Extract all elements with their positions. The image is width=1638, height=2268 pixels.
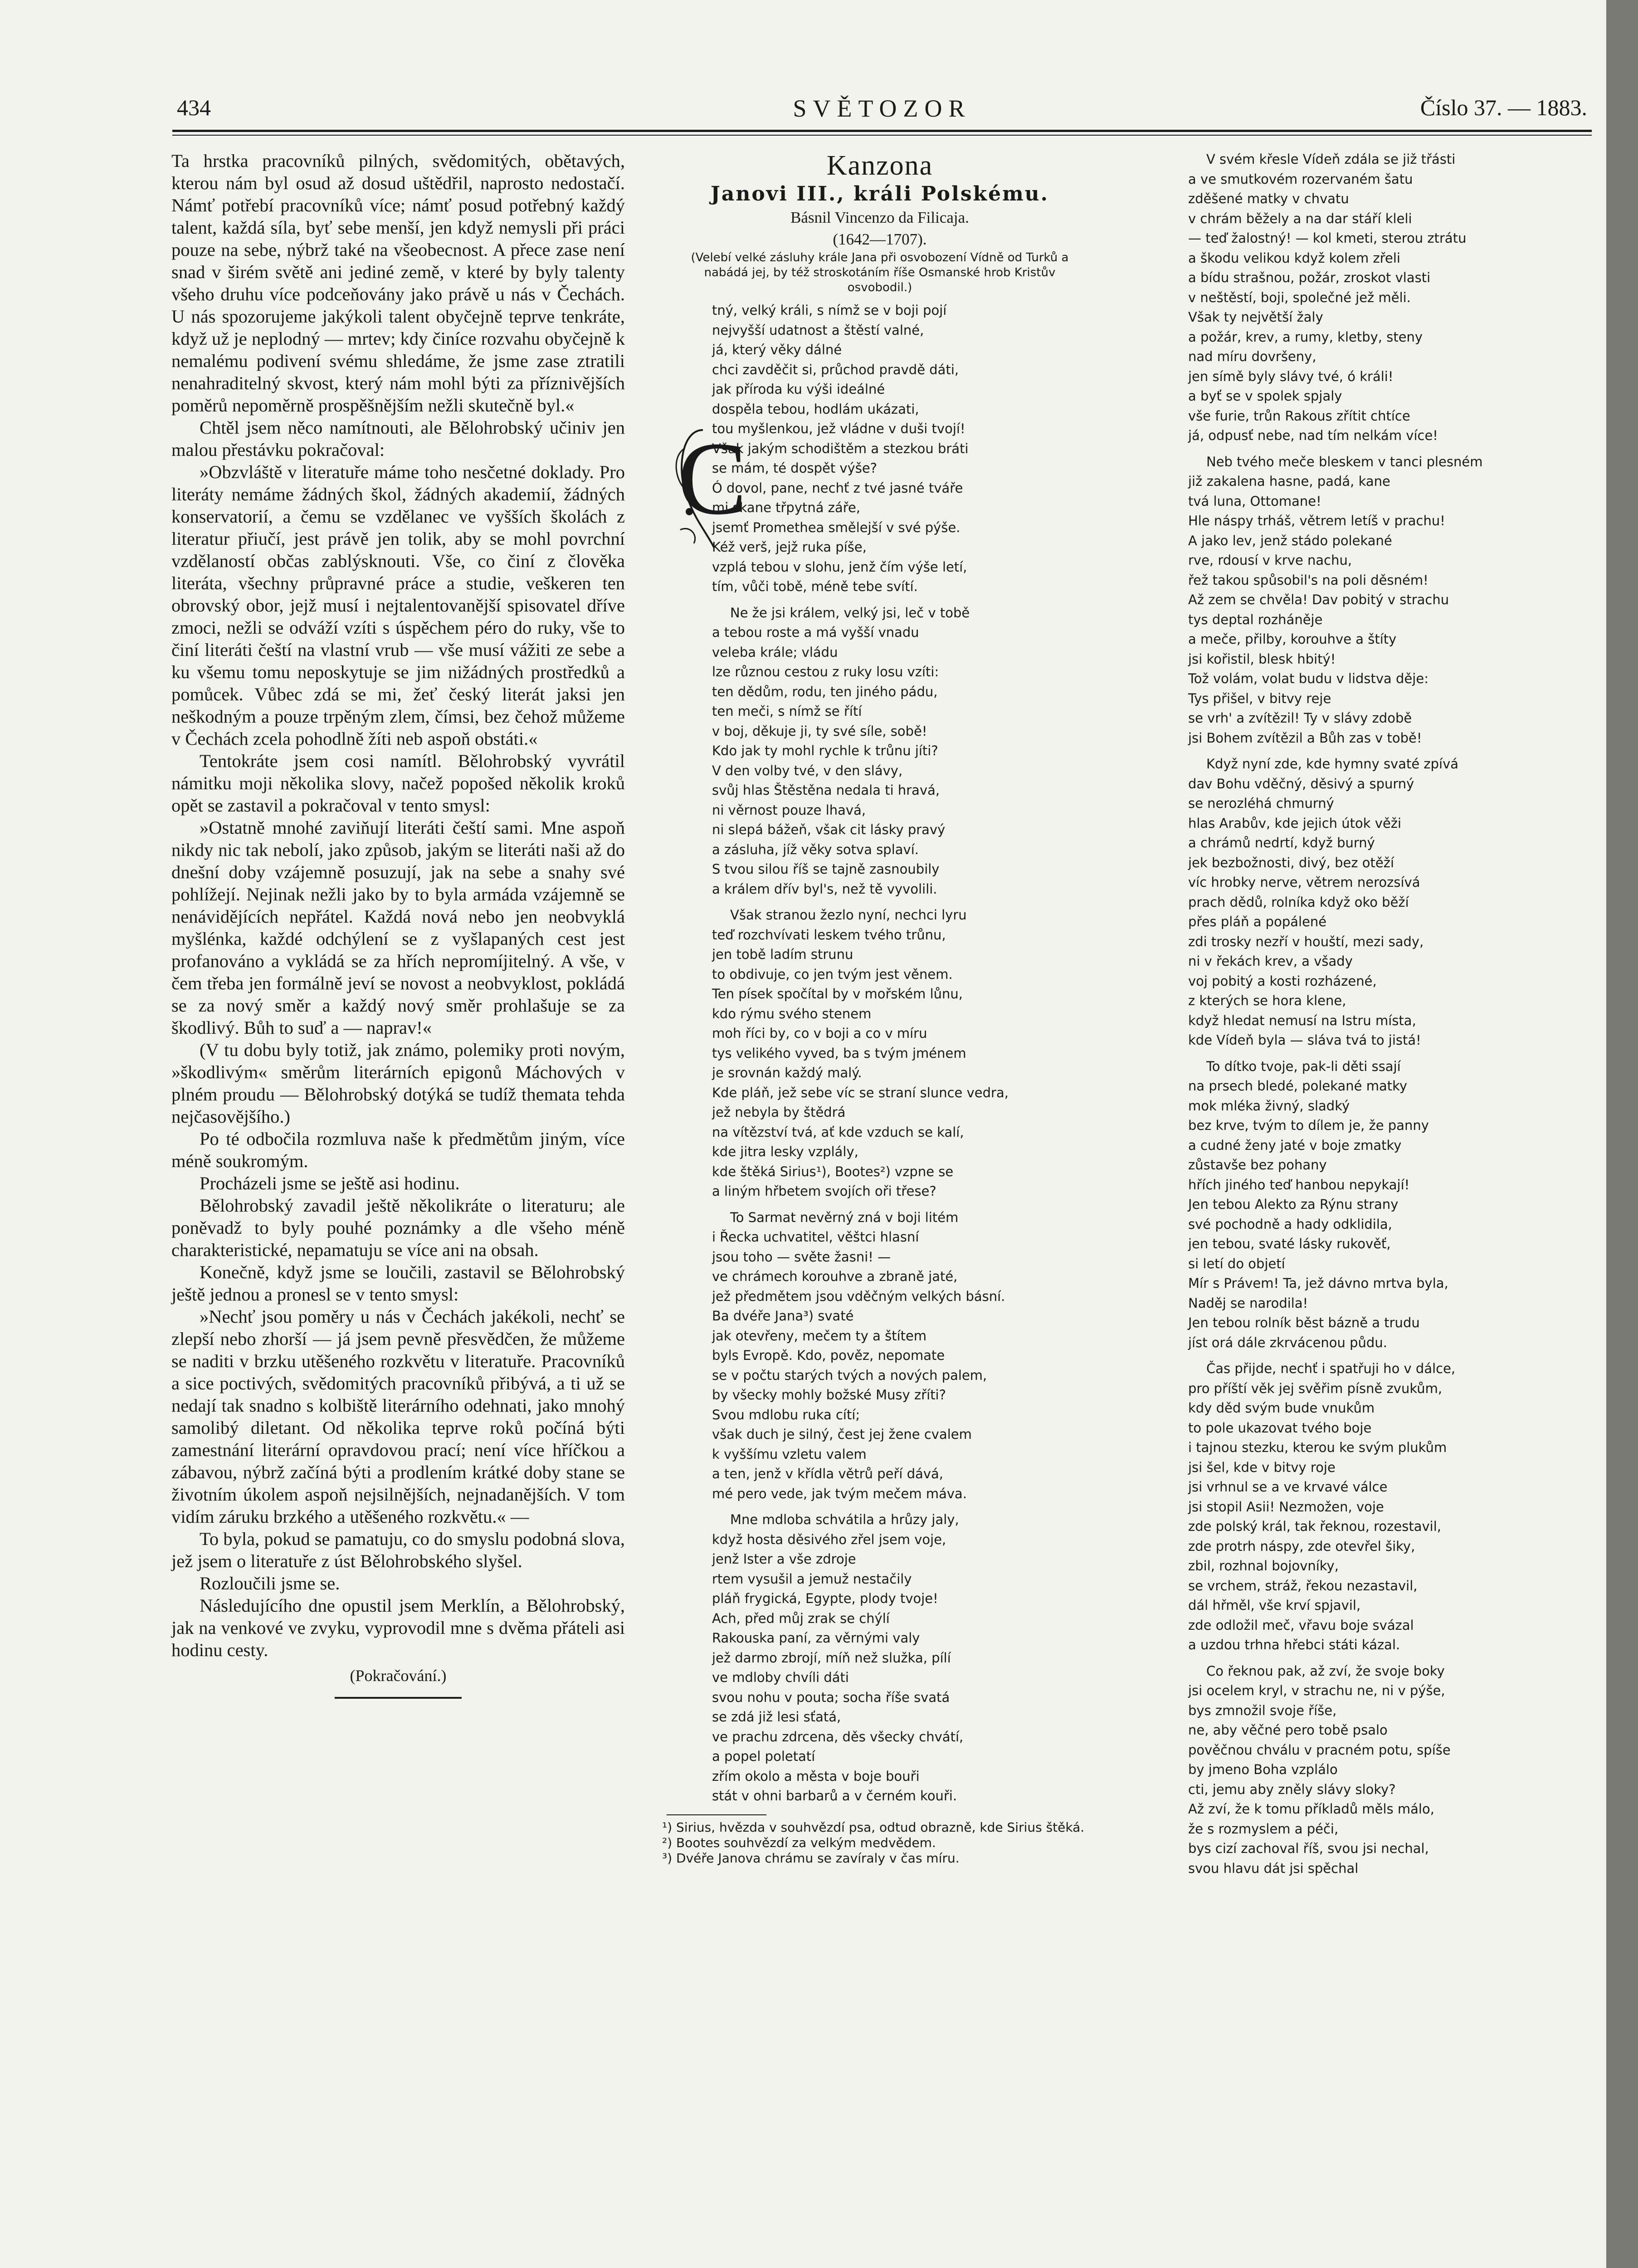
- poem-column-left: [648, 150, 1111, 1866]
- poem-line: já, odpusť nebe, nad tím nelkám více!: [1188, 428, 1438, 443]
- poem-line: zřím okolo a města v boje bouři: [712, 1768, 920, 1784]
- poem-line: Kde pláň, jež sebe víc se straní slunce vedra,: [712, 1085, 1009, 1100]
- poem-line: na prsech bledé, polekané matky: [1188, 1078, 1408, 1094]
- poem-line: jek bezbožnosti, divý, bez otěží: [1188, 855, 1394, 870]
- poem-line: to obdivuje, co jen tvým jest věnem.: [712, 966, 953, 982]
- poem-line: pověčnou chválu v pracném potu, spíše: [1188, 1742, 1451, 1758]
- poem-stanza: [1188, 452, 1596, 748]
- poem-stanza: [648, 905, 1111, 1202]
- poem-line: jež předmětem jsou vděčným velkých básní.: [712, 1288, 1005, 1304]
- article-paragraph: Ta hrstka pracovníků pilných, svědomitých, obětavých, kterou nám byl osud až dosud uštědřil, naprosto nedostačí. Námť potřebí pracovníků více; námť posud potřebný každý talent, každá síla, byť sebe menší, jen když nemysli při práci pouze na sebe, nýbrž také na všeobecnost. A přece zase není snad v širém světě ani jediné země, v které by byly talenty všeho druhu více podceňovány jako právě u nás v Čechách. U nás spozorujeme jakýkoli talent obyčejně teprve tenkráte, když už je neplodný — mrtev; kdy činíce rozvahu obyčejně k nemalému podivení svému shledáme, že jsme zase ztratili nenahraditelný skvost, který nám mohl býti za příznivějších poměrů nepoměrně prospěšnějším nežli skutečně byl.«: [171, 151, 625, 415]
- poem-line: bys zmnožil svoje říše,: [1188, 1702, 1337, 1718]
- poem-line: cti, jemu aby zněly slávy sloky?: [1188, 1781, 1396, 1797]
- poem-line: jen tobě ladím strunu: [712, 947, 853, 962]
- poem-line: Však jakým schodištěm a stezkou bráti: [712, 440, 969, 456]
- poem-line: jsemť Promethea smělejší v své pýše.: [712, 519, 960, 535]
- poem-line: Až zví, že k tomu příkladů měls málo,: [1188, 1801, 1434, 1817]
- poem-line: zdi trosky nezří v houští, mezi sady,: [1188, 934, 1424, 949]
- poem-line: V svém křesle Vídeň zdála se již třásti: [1206, 152, 1456, 167]
- header-rule: [172, 130, 1592, 132]
- poem-line: a chrámů nedrtí, když burný: [1188, 835, 1375, 850]
- poem-line: nad míru dovršeny,: [1188, 349, 1316, 364]
- poem-line: v chrám běžely a na dar stáří kleli: [1188, 210, 1412, 226]
- poem-line: a škodu velikou když kolem zřeli: [1188, 250, 1400, 266]
- poem-line: a ve smutkovém rozervaném šatu: [1188, 171, 1413, 187]
- poem-line: teď rozchvívati leskem tvého trůnu,: [712, 927, 946, 943]
- poem-line: jen símě byly slávy tvé, ó králi!: [1188, 368, 1394, 384]
- poem-stanza: [648, 603, 1111, 899]
- poem-line: zbil, rozhnal bojovníky,: [1188, 1558, 1339, 1574]
- poem-title: Kanzona: [826, 150, 933, 181]
- poem-line: již zakalena hasne, padá, kane: [1188, 474, 1390, 489]
- poem-line: jíst orá dále zkrvácenou půdu.: [1188, 1334, 1387, 1350]
- footnote: ³) Dvéře Janova chrámu se zavíraly v čas míru.: [662, 1850, 960, 1866]
- poem-line: ve prachu zdrcena, děs všecky chvátí,: [712, 1729, 964, 1745]
- ornamental-initial: [671, 420, 747, 552]
- poem-line: zůstavše bez pohany: [1188, 1157, 1327, 1173]
- poem-line: mi skane třpytná záře,: [712, 500, 861, 515]
- poem-line: Ba dvéře Jana³) svaté: [712, 1308, 854, 1324]
- poem-line: jak příroda ku výši ideálné: [712, 381, 885, 397]
- article-paragraph: »Obzvláště v literatuře máme toho nesčetné doklady. Pro literáty nemáme žádných škol, žádných akademií, žádných konservatorií, a čemu se vzdělanec ve vyšších školách z literatur přiučí, jest právě jen tolik, aby se mohl povrchní vzdělaností občas zablýsknouti. Vše, co činí z člověka literáta, všechny průpravné práce a studie, veškeren ten obrovský obor, jejž musí i nejtalentovanější spisovatel dříve zmoci, nežli se odváží vzíti s úspěchem péro do ruky, vše to činí literáti čeští na vlastní vrub — vše musí vážiti ze sebe a ku všemu tomu neposkytuje se jim nižádných prostředků a pomůcek. Vůbec zdá se mi, žeť český literát jaksi jen neškodným a pouze trpěným zlem, čímsi, bez čehož můžeme v Čechách zcela pohodlně žíti neb aspoň obstáti.«: [171, 462, 625, 749]
- poem-line: rve, rdousí v krve nachu,: [1188, 552, 1352, 568]
- poem-line: tný, velký králi, s nímž se v boji pojí: [712, 303, 947, 318]
- poem-line: svou nohu v pouta; socha říše svatá: [712, 1689, 950, 1705]
- poem-line: svou hlavu dát jsi spěchal: [1188, 1860, 1359, 1876]
- poem-line: víc hrobky nerve, větrem nerozsívá: [1188, 875, 1420, 890]
- poem-line: Tož volám, volat budu v lidstva děje:: [1188, 671, 1428, 686]
- poem-line: kdo rýmu svého stenem: [712, 1006, 872, 1022]
- poem-line: prach dědů, rolníka když oko běží: [1188, 894, 1409, 910]
- poem-line: a meče, přilby, korouhve a štíty: [1188, 631, 1397, 647]
- poem-line: zde polský král, tak řeknou, rozestavil,: [1188, 1519, 1441, 1534]
- poem-line: Rakouska paní, za věrnými valy: [712, 1630, 920, 1646]
- poem-author: Básnil Vincenzo da Filicaja.: [790, 209, 969, 226]
- poem-line: vše furie, trůn Rakous zřítit chtíce: [1188, 408, 1410, 424]
- footnotes: [648, 1820, 1111, 1866]
- poem-line: v neštěstí, boji, společné jež měli.: [1188, 289, 1411, 305]
- poem-line: a liným hřbetem svojích oři třese?: [712, 1183, 936, 1199]
- poem-line: však duch je silný, čest jej žene cvalem: [712, 1427, 972, 1442]
- poem-stanza: [1188, 754, 1596, 1051]
- poem-line: na vítězství tvá, ať kde vzduch se kalí,: [712, 1124, 964, 1140]
- poem-line: a králem dřív byl's, než tě vyvolili.: [712, 881, 937, 897]
- poem-years: (1642—1707).: [833, 230, 927, 248]
- poem-line: Ne že jsi králem, velký jsi, leč v tobě: [730, 605, 970, 621]
- poem-line: jež nebyla by štědrá: [712, 1105, 846, 1120]
- poem-line: se zdá již lesi sťatá,: [712, 1709, 841, 1725]
- poem-line: ve mdloby chvíli dáti: [712, 1670, 849, 1685]
- poem-line: a uzdou trhna hřebci státi kázal.: [1188, 1637, 1400, 1652]
- poem-line: tím, vůči tobě, méně tebe svítí.: [712, 579, 918, 594]
- poem-line: tvá luna, Ottomane!: [1188, 493, 1321, 509]
- poem-line: byls Evropě. Kdo, pověz, nepomate: [712, 1348, 945, 1363]
- article-paragraph: Po té odbočila rozmluva naše k předmětům jiným, více méně soukromým.: [171, 1129, 625, 1171]
- poem-line: mok mléka živný, sladký: [1188, 1098, 1350, 1114]
- poem-line: jež darmo zbrojí, míň než služka, pílí: [712, 1650, 951, 1666]
- article-paragraph: Procházeli jsme se ještě asi hodinu.: [200, 1173, 460, 1193]
- poem-line: jsi stopil Asii! Nezmožen, voje: [1188, 1499, 1384, 1515]
- poem-line: Hle náspy trháš, větrem letíš v prachu!: [1188, 513, 1445, 528]
- poem-dedication: Janovi III., králi Polskému.: [711, 182, 1049, 205]
- poem-line: lze různou cestou z ruky losu vzíti:: [712, 664, 939, 679]
- poem-line: jsi Bohem zvítězil a Bůh zas v tobě!: [1188, 730, 1422, 746]
- poem-line: jsi kořistil, blesk hbitý!: [1188, 651, 1336, 667]
- poem-line: nejvyšší udatnost a štěstí valné,: [712, 322, 924, 338]
- poem-line: Co řeknou pak, až zví, že svoje boky: [1206, 1663, 1445, 1679]
- article-paragraph: »Nechť jsou poměry u nás v Čechách jakékoli, nechť se zlepší nebo zhorší — já jsem pevně přesvědčen, že můžeme se naditi v brzku utěšeného rozkvětu v literatuře. Pracovníků a sice poctivých, svědomitých pracovníků přibývá, a ti už se nedají tak snadno s kolbiště literárního odehnati, jako mnohý samolibý diletant. Od několika teprve roků počíná býti zamestnání literární opravdovou prací; není více hříčkou a zábavou, nýbrž začíná býti a prodlením krátké doby stane se životním úkolem aspoň nejsilnějších, nejnadanějších. V tom vidím záruku brzkého a utěšeného rozkvětu.« —: [171, 1306, 625, 1527]
- poem-line: jen tebou, svaté lásky rukověť,: [1188, 1236, 1391, 1251]
- poem-line: moh říci by, co v boji a co v míru: [712, 1026, 927, 1041]
- poem-line: a bídu strašnou, požár, zroskot vlasti: [1188, 270, 1431, 285]
- poem-line: ten meči, s nímž se řítí: [712, 704, 862, 719]
- poem-line: svůj hlas Štěstěna nedala ti hravá,: [712, 782, 940, 798]
- poem-line: jsou toho — světe žasni! —: [712, 1249, 891, 1265]
- poem-line: vzplá tebou v slohu, jenž čím výše letí,: [712, 559, 967, 575]
- poem-line: Naděj se narodila!: [1188, 1295, 1308, 1311]
- poem-column-right: [1188, 150, 1596, 1885]
- poem-line: hlas Arabův, kde jejich útok věži: [1188, 815, 1402, 831]
- poem-line: v boj, děkuje ji, ty své síle, sobě!: [712, 723, 927, 739]
- poem-preface-note: (Velebí velké zásluhy krále Jana při osvobození Vídně od Turků a nabádá jej, by též stroskotáním říše Osmanské hrob Kristův osvobodil.): [691, 251, 1069, 294]
- poem-line: že s rozmyslem a péči,: [1188, 1821, 1339, 1837]
- poem-line: S tvou silou říš se tajně zasnoubily: [712, 861, 940, 877]
- poem-line: Ach, před můj zrak se chýlí: [712, 1610, 890, 1626]
- poem-line: a požár, krev, a rumy, kletby, steny: [1188, 329, 1423, 345]
- article-paragraph: Tentokráte jsem cosi namítl. Bělohrobský vyvrátil námitku moji několika slovy, načež popošed několik kroků opět se zastavil a pokračoval v tento smysl:: [171, 751, 625, 816]
- poem-line: by jmeno Boha vzplálo: [1188, 1762, 1338, 1777]
- poem-line: i tajnou stezku, kterou ke svým plukům: [1188, 1440, 1447, 1455]
- poem-line: chci zavděčit si, průchod pravdě dáti,: [712, 362, 959, 377]
- poem-line: Kéž verš, jejž ruka píše,: [712, 539, 867, 555]
- poem-line: Mne mdloba schvátila a hrůzy jaly,: [730, 1512, 959, 1527]
- poem-line: to pole ukazovat tvého boje: [1188, 1420, 1372, 1436]
- footnote-rule: [667, 1814, 766, 1815]
- masthead: SVĚTOZOR: [793, 95, 971, 122]
- poem-line: a zásluha, jíž věky sotva splaví.: [712, 841, 919, 857]
- poem-line: přes pláň a popálené: [1188, 914, 1327, 929]
- footnote: ²) Bootes souhvězdí za velkým medvědem.: [662, 1835, 936, 1850]
- poem-line: i Řecka uchvatitel, věštci hlasní: [712, 1229, 919, 1245]
- poem-stanza: [1188, 1057, 1596, 1353]
- poem-line: kdy děd svým bude vnukům: [1188, 1400, 1375, 1416]
- poem-stanza: [1188, 1662, 1596, 1879]
- page-number: 434: [177, 95, 211, 120]
- poem-line: Svou mdlobu ruka cítí;: [712, 1407, 860, 1422]
- poem-line: se nerozléhá chmurný: [1188, 796, 1334, 811]
- poem-line: když hledat nemusí na Istru místa,: [1188, 1012, 1416, 1028]
- poem-line: k vyššímu vzletu valem: [712, 1446, 867, 1462]
- poem-line: ve chrámech korouhve a zbraně jaté,: [712, 1269, 958, 1284]
- poem-line: Jen tebou rolník běst bázně a trudu: [1188, 1315, 1420, 1330]
- poem-line: jsi šel, kde v bitvy roje: [1188, 1459, 1336, 1475]
- poem-line: ten dědům, rodu, ten jiného pádu,: [712, 684, 938, 699]
- poem-line: Neb tvého meče bleskem v tanci plesném: [1206, 454, 1483, 469]
- poem-line: by všecky mohly božské Musy zříti?: [712, 1387, 946, 1403]
- poem-line: se mám, té dospět výše?: [712, 460, 878, 476]
- poem-line: Jen tebou Alekto za Rýnu strany: [1188, 1197, 1399, 1212]
- poem-line: tys velikého vyved, ba s tvým jménem: [712, 1045, 966, 1061]
- header-rule-thin: [172, 135, 1592, 136]
- poem-line: jak otevřeny, mečem ty a štítem: [712, 1328, 927, 1344]
- poem-line: kde jitra lesky vzplály,: [712, 1144, 858, 1159]
- initial-letter: C: [678, 420, 747, 536]
- article-paragraph: Rozloučili jsme se.: [200, 1573, 340, 1593]
- poem-line: tys deptal rozháněje: [1188, 611, 1323, 627]
- poem-line: pro příští věk jej svěřim písně zvukům,: [1188, 1380, 1443, 1396]
- poem-line: se v počtu starých tvých a nových palem,: [712, 1367, 987, 1383]
- article-end-rule: [335, 1697, 462, 1699]
- poem-line: V den volby tvé, v den slávy,: [712, 763, 903, 778]
- poem-line: Čas přijde, nechť i spatřuji ho v dálce,: [1206, 1361, 1456, 1376]
- poem-line: To Sarmat nevěrný zná v boji litém: [730, 1209, 959, 1225]
- poem-line: bez krve, tvým to dílem je, že panny: [1188, 1118, 1429, 1133]
- poem-stanza: [1188, 150, 1596, 446]
- poem-line: zděšené matky v chvatu: [1188, 191, 1349, 206]
- poem-line: dav Bohu vděčný, děsivý a spurný: [1188, 776, 1414, 792]
- poem-line: a byť se v spolek spjaly: [1188, 388, 1342, 404]
- poem-line: ne, aby věčné pero tobě psalo: [1188, 1722, 1388, 1738]
- poem-line: Však stranou žezlo nyní, nechci lyru: [730, 907, 967, 923]
- poem-line: Když nyní zde, kde hymny svaté zpívá: [1206, 756, 1459, 772]
- poem-line: své pochodně a hady odklidila,: [1188, 1216, 1392, 1232]
- poem-line: a popel poletatí: [712, 1749, 815, 1764]
- poem-line: To dítko tvoje, pak-li děti ssají: [1206, 1058, 1401, 1074]
- poem-stanza: [648, 1208, 1111, 1504]
- page-header: [177, 94, 1587, 126]
- article-paragraph: (V tu dobu byly totiž, jak známo, polemiky proti novým, »škodlivým« směrům literárních epigonů Máchových v plném proudu — Bělohrobský dotýká se tudíž themata tehda nejčasovějšího.): [171, 1040, 625, 1127]
- poem-line: a ten, jenž v křídla větrů peří dává,: [712, 1466, 944, 1481]
- poem-line: — teď žalostný! — kol kmeti, sterou ztrátu: [1188, 230, 1467, 246]
- poem-line: si letí do objetí: [1188, 1256, 1285, 1271]
- poem-line: ni v řekách krev, a všady: [1188, 953, 1353, 969]
- poem-line: se vrchem, stráž, řekou nezastavil,: [1188, 1578, 1418, 1593]
- article-paragraph: Bělohrobský zavadil ještě několikráte o literaturu; ale poněvadž to byly pouhé poznámky a dle všeho méně charakteristické, nepamatuju se více ani na obsah.: [171, 1195, 625, 1260]
- article-body: [171, 150, 625, 1661]
- poem-line: řež takou spůsobil's na poli děsném!: [1188, 572, 1428, 588]
- poem-line: tou myšlenkou, jež vládne v duši tvojí!: [712, 421, 965, 436]
- poem-line: mé pero vede, jak tvým mečem máva.: [712, 1486, 967, 1501]
- poem-stanza: [648, 1510, 1111, 1806]
- poem-line: zde odložil meč, vřavu boje svázal: [1188, 1617, 1414, 1633]
- poem-line: a tebou roste a má vyšší vnadu: [712, 625, 919, 640]
- poem-line: když hosta děsivého zřel jsem voje,: [712, 1531, 946, 1547]
- article-paragraph: »Ostatně mnohé zaviňují literáti čeští sami. Mne aspoň nikdy nic tak nebolí, jako způsob, jakým se literáti naši až do dnešní doby vzájemně posuzují, jak na sebe a snahy své pohlížejí. Nejinak nežli jako by to byla armáda vzájemně se nenávidějících nepřátel. Každá nová nebo jen neobvyklá myšlénka, každé odchýlení se z vyšlapaných cest jest profanováno a vykládá se za hřích nepromíjitelný. A vše, v čem třeba jen formálně jeví se novost a neobvyklost, pokládá se za nový směr a každý nový směr prohlašuje se za škodlivý. Bůh to suď a — naprav!«: [171, 817, 625, 1038]
- poem-line: jenž Ister a vše zdroje: [712, 1551, 856, 1567]
- poem-line: jsi vrhnul se a ve krvavé válce: [1188, 1479, 1388, 1495]
- poem-line: já, který věky dálné: [712, 342, 842, 357]
- continued-note: (Pokračování.): [350, 1667, 447, 1685]
- poem-line: ni slepá bážeň, však cit lásky pravý: [712, 822, 946, 837]
- poem-line: z kterých se hora klene,: [1188, 993, 1346, 1008]
- poem-line: dospěla tebou, hodlám ukázati,: [712, 401, 919, 417]
- poem-line: Však ty největší žaly: [1188, 309, 1323, 325]
- article-paragraph: To byla, pokud se pamatuju, co do smyslu podobná slova, jež jsem o literatuře z úst Bělohrobského slyšel.: [171, 1529, 625, 1571]
- poem-line: A jako lev, jenž stádo polekané: [1188, 533, 1392, 548]
- article-paragraph: Konečně, když jsme se loučili, zastavil se Bělohrobský ještě jednou a pronesl se v tento smysl:: [171, 1262, 625, 1305]
- poem-line: jsi ocelem kryl, v strachu ne, ni v pýše,: [1188, 1683, 1445, 1698]
- poem-line: a cudné ženy jaté v boje zmatky: [1188, 1137, 1402, 1153]
- poem-line: Kdo jak ty mohl rychle k trůnu jíti?: [712, 743, 938, 758]
- poem-line: voj pobitý a kosti rozházené,: [1188, 973, 1377, 989]
- poem-line: hřích jiného teď hanbou nepykají!: [1188, 1177, 1410, 1193]
- poem-line: Tys přišel, v bitvy reje: [1188, 690, 1331, 706]
- page-edge: [1606, 0, 1638, 2268]
- poem-line: kde Vídeň byla — sláva tvá to jistá!: [1188, 1032, 1421, 1048]
- poem-line: zde protrh náspy, zde otevřel šiky,: [1188, 1538, 1415, 1554]
- poem-line: je srovnán každý malý.: [712, 1065, 862, 1080]
- poem-line: rtem vysušil a jemuž nestačily: [712, 1571, 912, 1587]
- poem-line: kde štěká Sirius¹), Bootes²) vzpne se: [712, 1163, 954, 1179]
- poem-line: stát v ohni barbarů a v černém kouři.: [712, 1788, 957, 1804]
- article-paragraph: Chtěl jsem něco namítnouti, ale Bělohrobský učiniv jen malou přestávku pokračoval:: [171, 417, 625, 460]
- poem-line: ni věrnost pouze lhavá,: [712, 802, 866, 818]
- article-paragraph: Následujícího dne opustil jsem Merklín, a Bělohrobský, jak na venkové ve zvyku, vyprovodil mne s dvěma přáteli asi hodinu cesty.: [171, 1595, 625, 1660]
- footnote: ¹) Sirius, hvězda v souhvězdí psa, odtud obrazně, kde Sirius štěká.: [662, 1819, 1085, 1835]
- poem-line: Ó dovol, pane, nechť z tvé jasné tváře: [712, 480, 963, 496]
- poem-line: bys cizí zachoval říš, svou jsi nechal,: [1188, 1841, 1429, 1856]
- poem-line: se vrh' a zvítězil! Ty v slávy zdobě: [1188, 710, 1412, 726]
- poem-line: Mír s Právem! Ta, jež dávno mrtva byla,: [1188, 1276, 1448, 1291]
- article-column: [171, 150, 625, 1699]
- poem-line: Až zem se chvěla! Dav pobitý v strachu: [1188, 592, 1449, 607]
- poem-stanza: [1188, 1359, 1596, 1655]
- poem-line: pláň frygická, Egypte, plody tvoje!: [712, 1591, 938, 1606]
- poem-line: Ten písek spočítal by v mořském lůnu,: [712, 986, 963, 1002]
- poem-line: dál hřměl, vše krví spjavil,: [1188, 1598, 1361, 1613]
- poem-line: veleba krále; vládu: [712, 644, 838, 660]
- issue-number: Číslo 37. — 1883.: [1420, 95, 1587, 120]
